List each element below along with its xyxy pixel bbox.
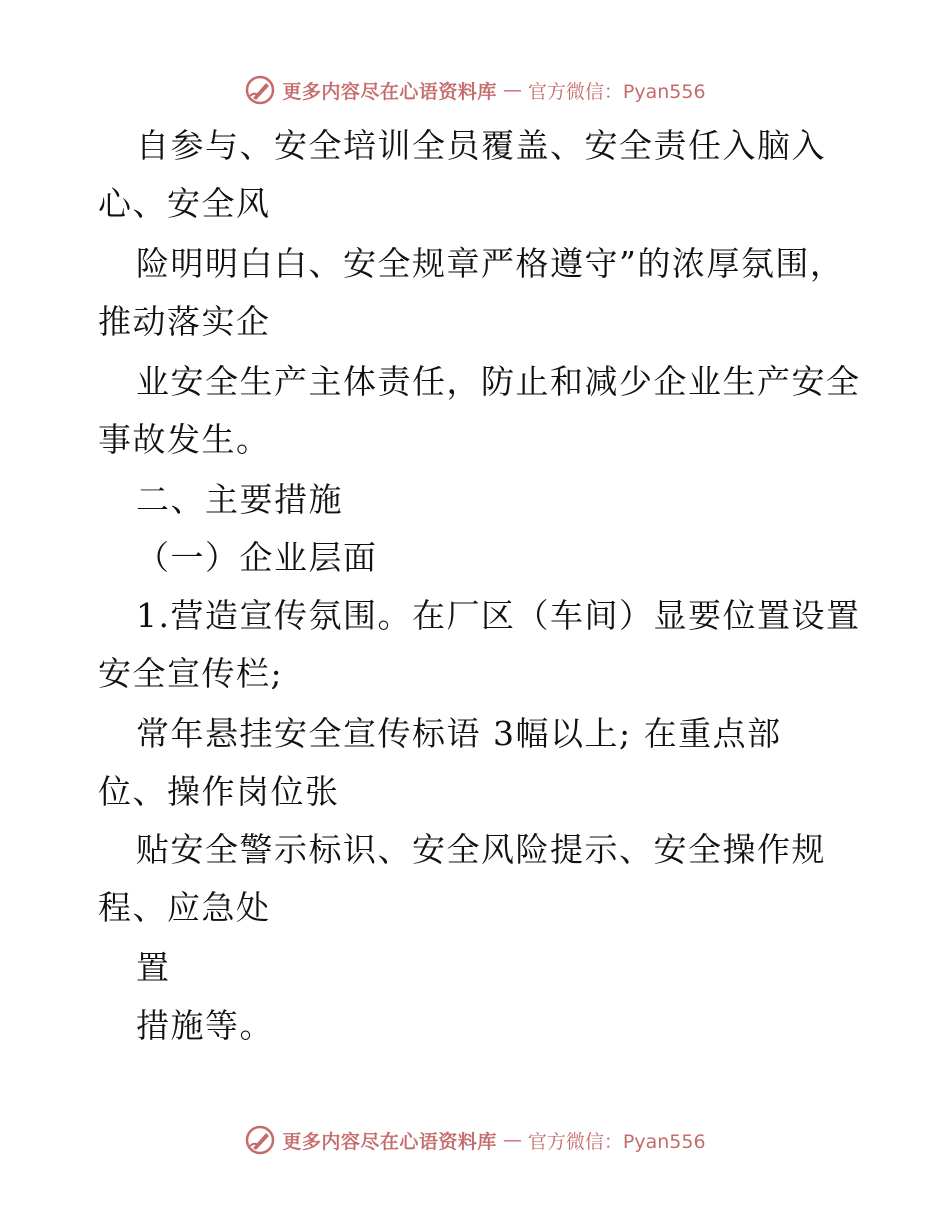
banner-separator: — bbox=[502, 1129, 522, 1151]
text-line: 常年悬挂安全宣传标语 3幅以上; 在重点部 bbox=[136, 714, 782, 753]
footer-banner bbox=[0, 1120, 950, 1160]
text-line: 程、应急处 bbox=[98, 888, 271, 927]
banner-separator: — bbox=[502, 79, 522, 101]
banner-wechat: 官方微信：Pyan556 bbox=[527, 80, 706, 103]
text-line: 措施等。 bbox=[136, 1006, 274, 1045]
text-line: 险明明白白、安全规章严格遵守”的浓厚氛围， bbox=[136, 244, 845, 283]
text-line: 心、安全风 bbox=[98, 184, 271, 223]
pen-logo-icon bbox=[244, 74, 276, 106]
section-heading: 二、主要措施 bbox=[136, 480, 343, 519]
banner-wechat: 官方微信：Pyan556 bbox=[527, 1130, 706, 1153]
banner-text: 更多内容尽在心语资料库 bbox=[282, 1130, 497, 1153]
pen-logo-icon bbox=[244, 1124, 276, 1156]
text-line: 1.营造宣传氛围。在厂区（车间）显要位置设置 bbox=[136, 596, 861, 635]
text-line: 置 bbox=[136, 948, 171, 987]
text-line: 事故发生。 bbox=[98, 420, 271, 459]
text-line: 安全宣传栏; bbox=[98, 654, 284, 693]
subsection-heading: （一）企业层面 bbox=[136, 538, 378, 577]
text-line: 自参与、安全培训全员覆盖、安全责任入脑入 bbox=[136, 126, 826, 165]
text-line: 贴安全警示标识、安全风险提示、安全操作规 bbox=[136, 830, 826, 869]
text-line: 推动落实企 bbox=[98, 302, 271, 341]
text-line: 业安全生产主体责任，防止和减少企业生产安全 bbox=[136, 362, 861, 401]
text-line: 位、操作岗位张 bbox=[98, 772, 340, 811]
header-banner bbox=[0, 70, 950, 110]
banner-text: 更多内容尽在心语资料库 bbox=[282, 80, 497, 103]
